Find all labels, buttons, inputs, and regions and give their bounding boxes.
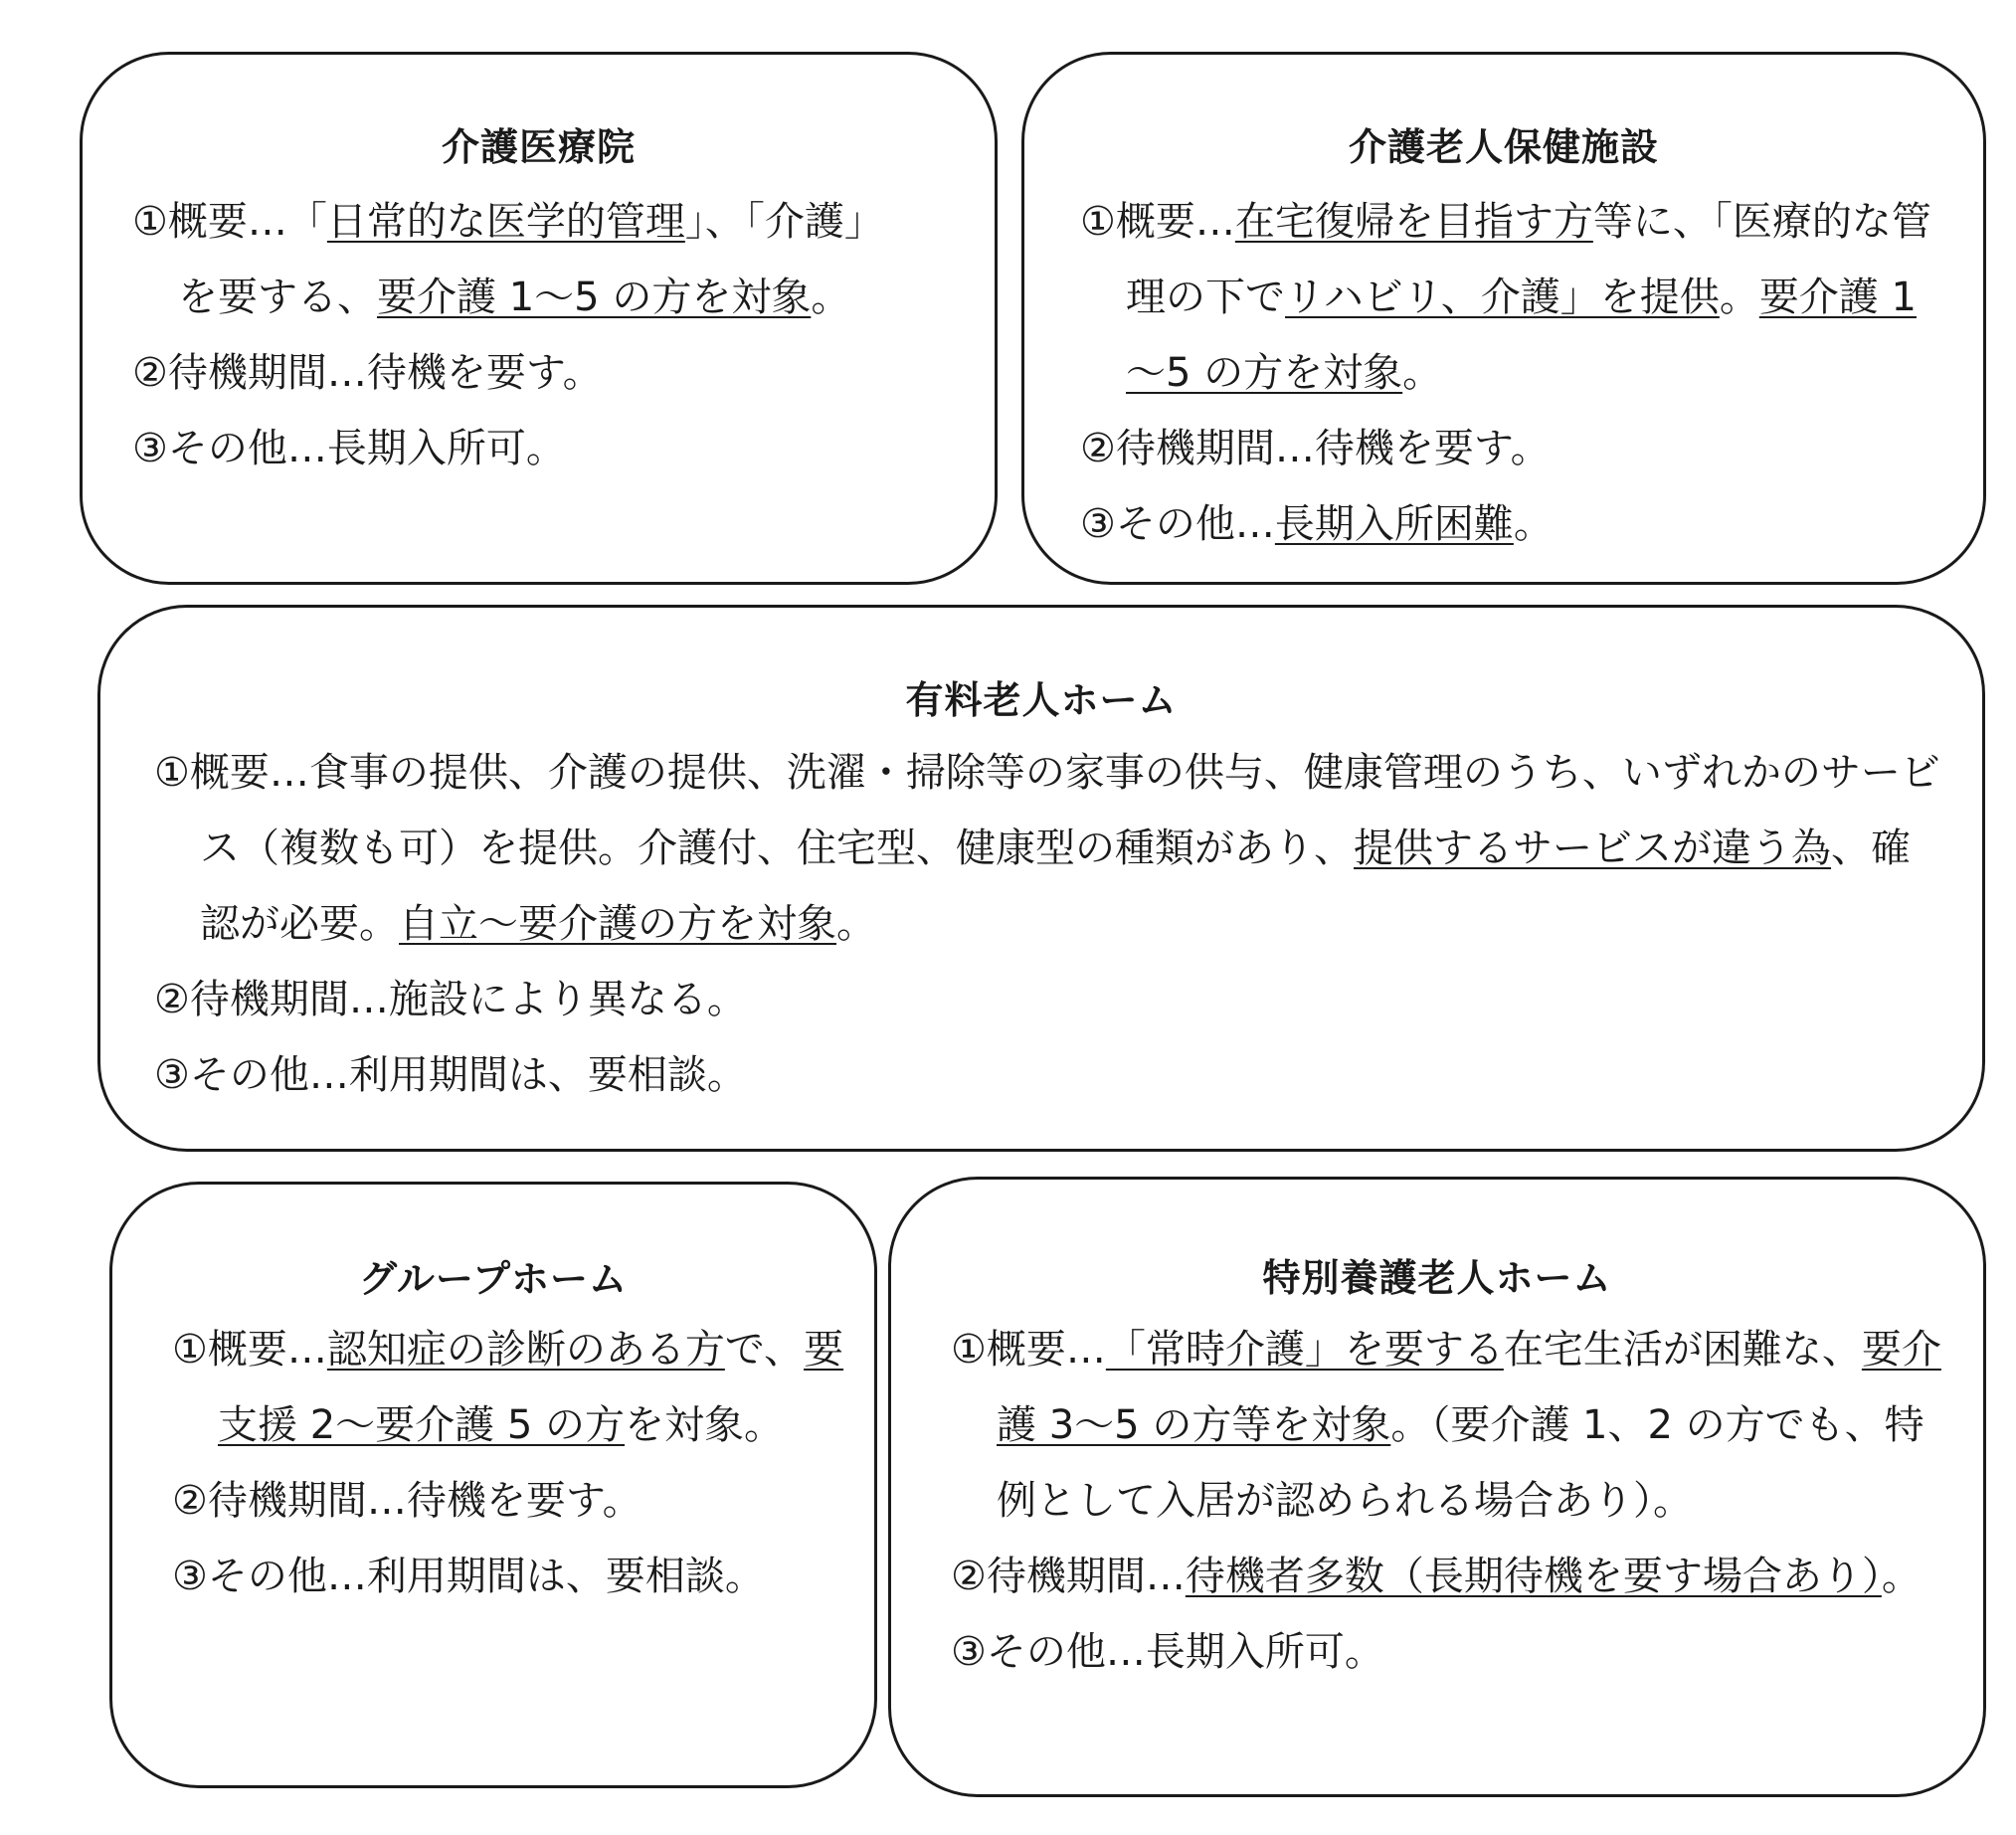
waiting-tokuyo xyxy=(951,1539,1945,1614)
waiting-kaigo-iryoin: ②待機期間…待機を要す。 xyxy=(132,350,603,396)
underlined-text: 要介護 1～5 の方を対象 xyxy=(1126,275,1917,396)
title-rojin-hoken: 介護老人保健施設 xyxy=(1348,125,1659,169)
overview-text: を対象。 xyxy=(625,1402,785,1448)
waiting-prefix: ②待機期間… xyxy=(951,1554,1186,1599)
underlined-text: 提供するサービスが違う為 xyxy=(1354,826,1831,871)
overview-prefix: ①概要… xyxy=(154,750,309,796)
box-tokuyo xyxy=(888,1177,1986,1797)
overview-text: 。 xyxy=(811,275,851,320)
body-yuryo-home xyxy=(154,735,1944,1113)
overview-text: 。（要介護 1、2 の方でも、特例として入居が認められる場合あり）。 xyxy=(997,1402,1924,1524)
quote-open: 「 xyxy=(286,199,327,245)
overview-text: 。 xyxy=(1719,275,1759,320)
body-kaigo-iryoin xyxy=(132,184,958,486)
box-rojin-hoken xyxy=(1021,52,1986,585)
underlined-text: 長期入所困難 xyxy=(1274,501,1514,547)
waiting-group-home: ②待機期間…待機を要す。 xyxy=(172,1478,642,1524)
waiting-text: 。 xyxy=(1881,1554,1922,1599)
title-kaigo-iryoin: 介護医療院 xyxy=(441,125,636,169)
underlined-text: 要支援 2～要介護 5 の方 xyxy=(218,1327,844,1448)
overview-text: で、 xyxy=(724,1327,805,1373)
waiting-yuryo-home: ②待機期間…施設により異なる。 xyxy=(154,977,747,1022)
overview-text: 在宅生活が困難な、 xyxy=(1503,1327,1862,1373)
overview-text: 食事の提供、介護の提供、洗濯・掃除等の家事の供与、健康管理のうち、いずれかのサービス（複数も可）を提供。介護付、住宅型、健康型の種類があり、 xyxy=(200,750,1940,871)
overview-text: 。 xyxy=(1402,350,1443,396)
waiting-rojin-hoken: ②待機期間…待機を要す。 xyxy=(1080,426,1551,471)
overview-text: 等に、「医療的な管理の下で xyxy=(1126,199,1931,320)
other-kaigo-iryoin: ③その他…長期入所可。 xyxy=(132,426,566,471)
body-group-home xyxy=(172,1312,848,1614)
underlined-text: 待機者多数（長期待機を要す場合あり） xyxy=(1185,1554,1882,1599)
body-tokuyo xyxy=(951,1312,1945,1690)
overview-tokuyo xyxy=(951,1312,1945,1539)
overview-kaigo-iryoin xyxy=(132,184,958,335)
overview-text: を要する、 xyxy=(178,275,377,320)
underlined-text: 自立～要介護の方を対象 xyxy=(399,901,836,947)
overview-text: 、確認が必要。 xyxy=(200,826,1911,947)
underlined-text: 要介護 3～5 の方等を対象 xyxy=(997,1327,1941,1448)
overview-group-home xyxy=(172,1312,848,1463)
overview-rojin-hoken xyxy=(1080,184,1955,411)
other-tokuyo: ③その他…長期入所可。 xyxy=(951,1629,1384,1675)
underlined-text: 「常時介護」を要する xyxy=(1105,1327,1504,1373)
underlined-text: リハビリ、介護」を提供 xyxy=(1285,275,1720,320)
overview-text: 。 xyxy=(836,901,876,947)
title-group-home: グループホーム xyxy=(359,1257,628,1301)
underlined-text: 要介護 1～5 の方を対象 xyxy=(377,275,812,320)
underlined-text: 在宅復帰を目指す方 xyxy=(1234,199,1593,245)
overview-prefix: ①概要… xyxy=(951,1327,1106,1373)
title-tokuyo: 特別養護老人ホーム xyxy=(1262,1256,1612,1300)
body-rojin-hoken xyxy=(1080,184,1955,562)
overview-prefix: ①概要… xyxy=(1080,199,1235,245)
box-kaigo-iryoin xyxy=(80,52,998,585)
box-group-home xyxy=(109,1182,877,1788)
other-yuryo-home: ③その他…利用期間は、要相談。 xyxy=(154,1052,747,1098)
quote-close: 」 xyxy=(684,199,705,245)
underlined-text: 認知症の診断のある方 xyxy=(326,1327,725,1373)
overview-yuryo-home xyxy=(154,735,1944,962)
overview-prefix: ①概要… xyxy=(132,199,287,245)
other-text: 。 xyxy=(1513,501,1554,547)
title-yuryo-home: 有料老人ホーム xyxy=(905,678,1178,722)
other-prefix: ③その他… xyxy=(1080,501,1275,547)
overview-text: 、「介護」 xyxy=(704,199,884,245)
underlined-text: 日常的な医学的管理 xyxy=(326,199,685,245)
box-yuryo-home xyxy=(97,605,1985,1152)
other-rojin-hoken xyxy=(1080,486,1955,562)
other-group-home: ③その他…利用期間は、要相談。 xyxy=(172,1554,765,1599)
overview-prefix: ①概要… xyxy=(172,1327,327,1373)
